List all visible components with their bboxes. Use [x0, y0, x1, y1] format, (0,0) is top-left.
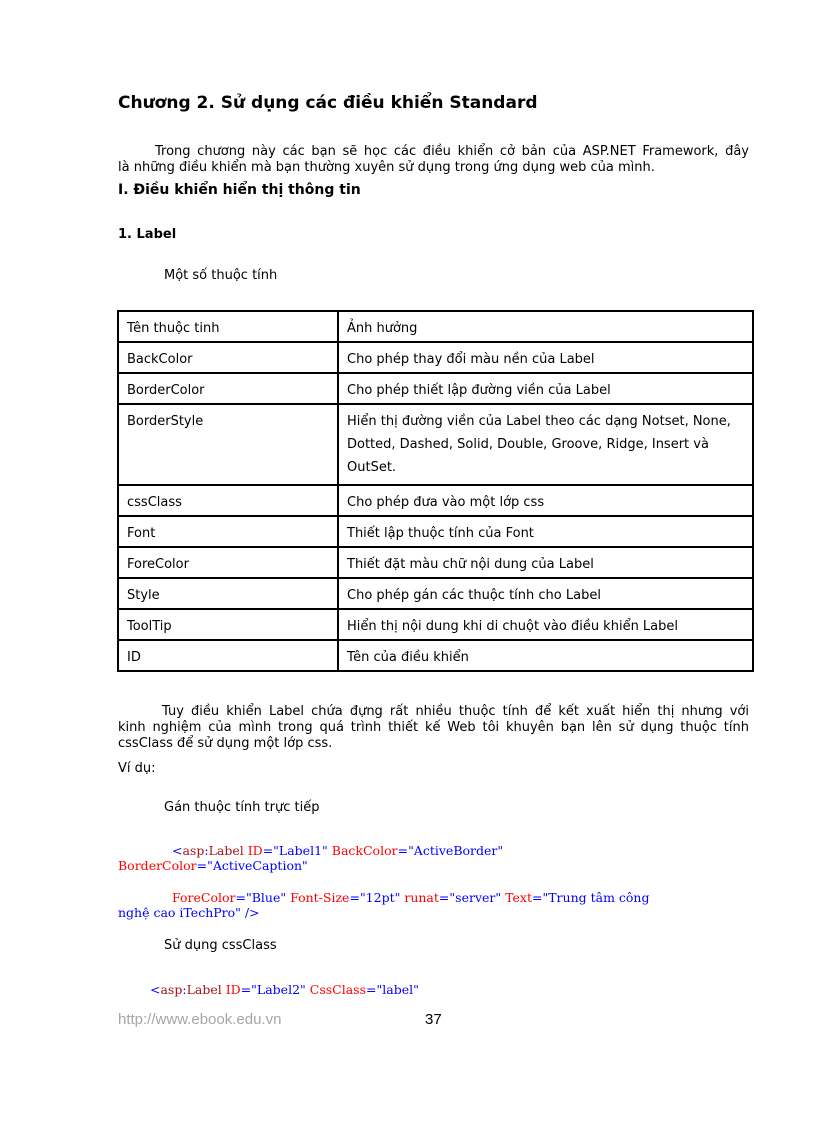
property-name: Style — [118, 578, 338, 609]
property-effect: Thiết đặt màu chữ nội dung của Label — [338, 547, 753, 578]
table-row — [118, 404, 753, 485]
code-line-1: <asp:Label ID="Label1" BackColor="ActiveBorder" — [172, 843, 504, 858]
table-row — [118, 609, 753, 640]
property-name: BorderStyle — [118, 404, 338, 485]
table-header-row — [118, 311, 753, 342]
table-row — [118, 640, 753, 671]
subsection-title: 1. Label — [118, 227, 177, 242]
property-effect: Cho phép thiết lập đường viền của Label — [338, 373, 753, 404]
property-effect: Hiển thị nội dung khi di chuột vào điều khiển Label — [338, 609, 753, 640]
example-label: Ví dụ: — [118, 761, 156, 776]
direct-attributes-label: Gán thuộc tính trực tiếp — [164, 800, 320, 815]
property-effect: Thiết lập thuộc tính của Font — [338, 516, 753, 547]
page-number: 37 — [425, 1011, 442, 1028]
intro-paragraph — [118, 144, 749, 176]
advice-line-3: cssClass để sử dụng một lớp css. — [118, 736, 333, 751]
property-name: ID — [118, 640, 338, 671]
property-name: Font — [118, 516, 338, 547]
intro-line-2: là những điều khiển mà bạn thường xuyên sử dụng trong ứng dụng web của mình. — [118, 160, 655, 175]
properties-table — [117, 310, 754, 672]
table-row — [118, 485, 753, 516]
property-effect: Cho phép đưa vào một lớp css — [338, 485, 753, 516]
section-title: I. Điều khiển hiển thị thông tin — [118, 182, 361, 198]
code-line-5: <asp:Label ID="Label2" CssClass="label" — [150, 982, 419, 997]
property-effect: Cho phép thay đổi màu nền của Label — [338, 342, 753, 373]
table-row — [118, 547, 753, 578]
table-row — [118, 516, 753, 547]
header-property: Tên thuộc tinh — [118, 311, 338, 342]
table-row — [118, 578, 753, 609]
table-row — [118, 373, 753, 404]
chapter-title: Chương 2. Sử dụng các điều khiển Standard — [118, 93, 538, 113]
property-name: BorderColor — [118, 373, 338, 404]
footer-url: http://www.ebook.edu.vn — [118, 1011, 282, 1028]
property-effect: Hiển thị đường viền của Label theo các dạng Notset, None, Dotted, Dashed, Solid, Double, Groove, Ridge, Insert và OutSet. — [338, 404, 753, 485]
cssclass-label: Sử dụng cssClass — [164, 938, 277, 953]
intro-line-1: Trong chương này các bạn sẽ học các điều khiển cở bản của ASP.NET Framework, đây — [155, 144, 749, 159]
table-row — [118, 342, 753, 373]
code-line-2: BorderColor="ActiveCaption" — [118, 858, 308, 873]
advice-paragraph — [118, 704, 749, 752]
advice-line-2: kinh nghiệm của mình trong quá trình thiết kế Web tôi khuyên bạn lên sử dụng thuộc tính — [118, 720, 749, 735]
property-name: ToolTip — [118, 609, 338, 640]
property-effect: Cho phép gán các thuộc tính cho Label — [338, 578, 753, 609]
props-intro: Một số thuộc tính — [164, 268, 278, 283]
property-name: cssClass — [118, 485, 338, 516]
header-effect: Ảnh hưởng — [338, 311, 753, 342]
advice-line-1: Tuy điều khiển Label chứa đựng rất nhiều thuộc tính để kết xuất hiển thị nhưng với — [162, 704, 749, 719]
code-line-3: ForeColor="Blue" Font-Size="12pt" runat="server" Text="Trung tâm công — [172, 890, 650, 905]
property-effect: Tên của điều khiển — [338, 640, 753, 671]
code-line-4: nghệ cao iTechPro" /> — [118, 905, 260, 920]
property-name: BackColor — [118, 342, 338, 373]
property-name: ForeColor — [118, 547, 338, 578]
